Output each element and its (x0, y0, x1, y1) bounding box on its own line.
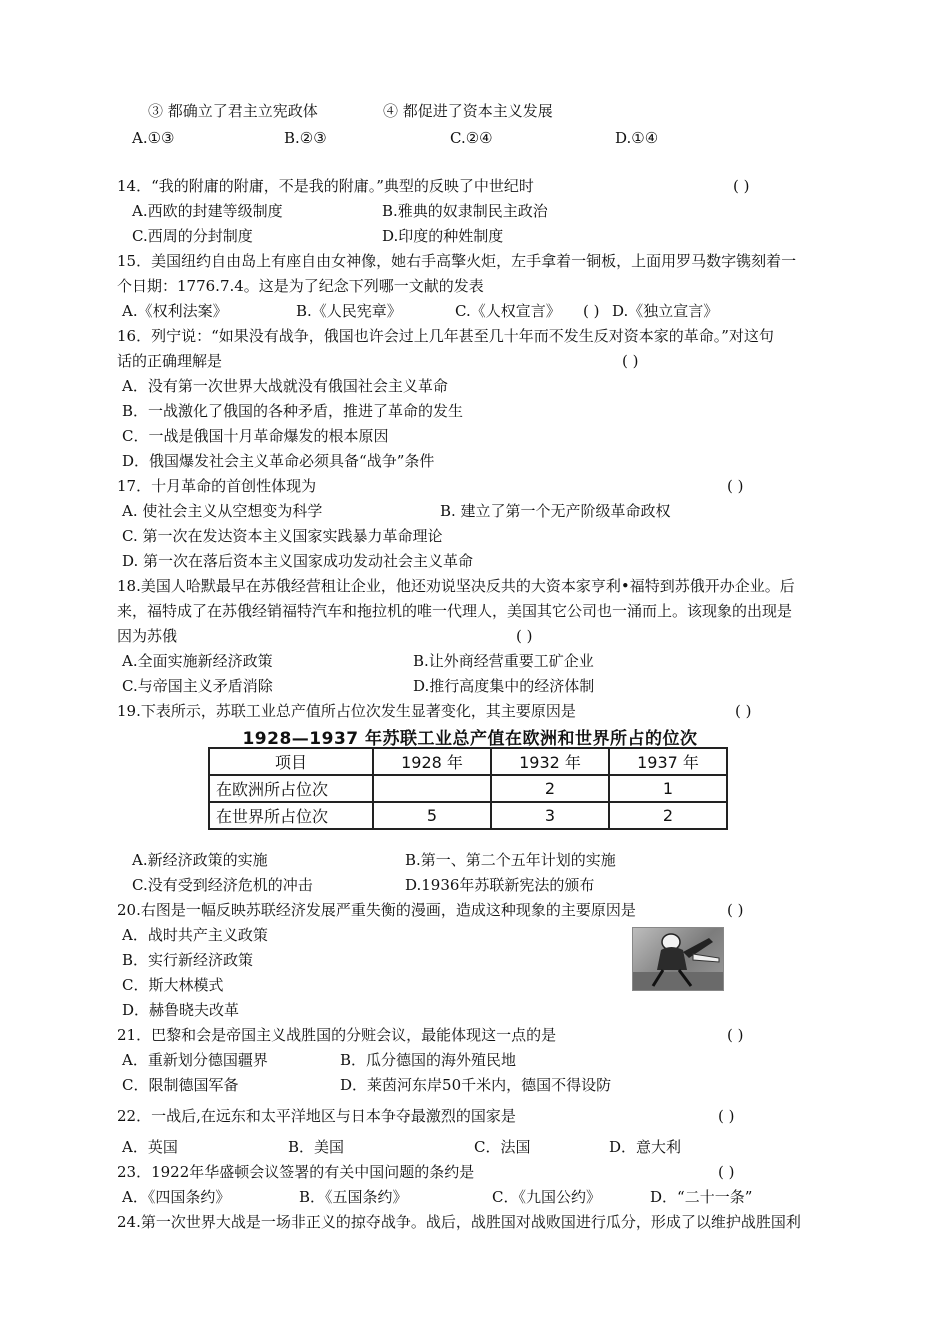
choice: C.西周的分封制度 (132, 227, 253, 245)
choice: A.①③ (132, 129, 175, 147)
answer-blank: ( ) (735, 702, 752, 720)
choice: B.第一、第二个五年计划的实施 (405, 851, 616, 869)
q16-choice-a: A．没有第一次世界大战就没有俄国社会主义革命 (122, 377, 448, 395)
choice: B.雅典的奴隶制民主政治 (382, 202, 548, 220)
q17-choice-d: D. 第一次在落后资本主义国家成功发动社会主义革命 (122, 552, 474, 570)
choice: A．《四国条约》 (122, 1188, 231, 1206)
q13-option-3: ③ 都确立了君主立宪政体 (148, 102, 318, 120)
header-cell: 1937 年 (609, 748, 727, 775)
q20-choice-b: B．实行新经济政策 (122, 951, 254, 969)
q20-choice-d: D．赫鲁晓夫改革 (122, 1001, 240, 1019)
choice: C.②④ (450, 129, 493, 147)
table-row (209, 802, 727, 829)
economy-cartoon-image (632, 927, 724, 991)
question-18-line-3: 因为苏俄 (117, 627, 178, 645)
table-cell: 在世界所占位次 (209, 802, 373, 829)
choice: C．限制德国军备 (122, 1076, 239, 1094)
question-18-line-2: 来，福特成了在苏俄经销福特汽车和拖拉机的唯一代理人，美国其它公司也一涌而上。该现象的出现是 (117, 602, 793, 620)
answer-blank: ( ) (727, 901, 744, 919)
question-24: 24.第一次世界大战是一场非正义的掠夺战争。战后，战胜国对战败国进行瓜分，形成了以维护战胜国利 (117, 1213, 801, 1231)
q13-option-4: ④ 都促进了资本主义发展 (383, 102, 553, 120)
choice: D.推行高度集中的经济体制 (413, 677, 595, 695)
choice: B．瓜分德国的海外殖民地 (340, 1051, 517, 1069)
question-17: 17．十月革命的首创性体现为 (117, 477, 317, 495)
answer-blank: ( ) (718, 1163, 735, 1181)
choice: A．英国 (122, 1138, 178, 1156)
q16-choice-b: B．一战激化了俄国的各种矛盾，推进了革命的发生 (122, 402, 464, 420)
choice: A.西欧的封建等级制度 (132, 202, 283, 220)
answer-blank: ( ) (727, 1026, 744, 1044)
choice: D．意大利 (609, 1138, 682, 1156)
ussr-ranking-table (208, 747, 728, 830)
choice: A. 使社会主义从空想变为科学 (122, 502, 323, 520)
choice: A.新经济政策的实施 (132, 851, 268, 869)
table-row (209, 775, 727, 802)
table-header-row (209, 748, 727, 775)
q20-choice-c: C．斯大林模式 (122, 976, 224, 994)
choice: B.让外商经营重要工矿企业 (413, 652, 594, 670)
header-cell: 1932 年 (491, 748, 609, 775)
choice: B.《人民宪章》 (296, 302, 402, 320)
choice: D.①④ (615, 129, 659, 147)
table-title: 1928—1937 年苏联工业总产值在欧洲和世界所占的位次 (242, 729, 698, 749)
answer-blank: ( ) (583, 302, 600, 320)
header-cell: 1928 年 (373, 748, 491, 775)
choice: C.没有受到经济危机的冲击 (132, 876, 313, 894)
choice: C.《人权宣言》 (455, 302, 561, 320)
choice: D.印度的种姓制度 (382, 227, 504, 245)
q16-choice-c: C．一战是俄国十月革命爆发的根本原因 (122, 427, 389, 445)
choice: C．法国 (474, 1138, 531, 1156)
answer-blank: ( ) (718, 1107, 735, 1125)
choice: C．《九国公约》 (492, 1188, 601, 1206)
table-cell: 5 (373, 802, 491, 829)
choice: A.《权利法案》 (122, 302, 228, 320)
q16-choice-d: D．俄国爆发社会主义革命必须具备“战争”条件 (122, 452, 435, 470)
choice: A．重新划分德国疆界 (122, 1051, 268, 1069)
question-18-line-1: 18.美国人哈默最早在苏俄经营租让企业，他还劝说坚决反共的大资本家亨利•福特到苏俄开办企业。后 (117, 577, 795, 595)
table-cell: 3 (491, 802, 609, 829)
question-20: 20.右图是一幅反映苏联经济发展严重失衡的漫画，造成这种现象的主要原因是 (117, 901, 636, 919)
answer-blank: ( ) (727, 477, 744, 495)
question-15-line-2: 个日期：1776.7.4。这是为了纪念下列哪一文献的发表 (117, 277, 484, 295)
question-15-line-1: 15．美国纽约自由岛上有座自由女神像，她右手高擎火炬，左手拿着一铜板，上面用罗马数字镌刻着一 (117, 252, 797, 270)
answer-blank: ( ) (733, 177, 750, 195)
choice: B．《五国条约》 (299, 1188, 408, 1206)
cartoon-figure-icon (633, 928, 723, 990)
table-cell: 2 (609, 802, 727, 829)
question-14: 14．“我的附庸的附庸，不是我的附庸。”典型的反映了中世纪时 (117, 177, 534, 195)
question-16-line-2: 话的正确理解是 (117, 352, 223, 370)
choice: B．美国 (288, 1138, 345, 1156)
question-16-line-1: 16．列宁说：“如果没有战争，俄国也许会过上几年甚至几十年而不发生反对资本家的革命。”对这句 (117, 327, 774, 345)
header-cell: 项目 (209, 748, 373, 775)
answer-blank: ( ) (622, 352, 639, 370)
question-21: 21．巴黎和会是帝国主义战胜国的分赃会议，最能体现这一点的是 (117, 1026, 557, 1044)
q20-choice-a: A．战时共产主义政策 (122, 926, 268, 944)
answer-blank: ( ) (516, 627, 533, 645)
table-cell: 在欧洲所占位次 (209, 775, 373, 802)
table-cell: 1 (609, 775, 727, 802)
choice: A.全面实施新经济政策 (122, 652, 273, 670)
choice: D．“二十一条” (650, 1188, 753, 1206)
table-cell: 2 (491, 775, 609, 802)
choice: D.《独立宣言》 (612, 302, 719, 320)
question-23: 23．1922年华盛顿会议签署的有关中国问题的条约是 (117, 1163, 475, 1181)
table-cell (373, 775, 491, 802)
choice: D.1936年苏联新宪法的颁布 (405, 876, 595, 894)
choice: B.②③ (284, 129, 327, 147)
choice: B. 建立了第一个无产阶级革命政权 (440, 502, 671, 520)
q17-choice-c: C. 第一次在发达资本主义国家实践暴力革命理论 (122, 527, 443, 545)
question-22: 22．一战后,在远东和太平洋地区与日本争夺最激烈的国家是 (117, 1107, 516, 1125)
choice: C.与帝国主义矛盾消除 (122, 677, 273, 695)
choice: D．莱茵河东岸50千米内，德国不得设防 (340, 1076, 612, 1094)
question-19: 19.下表所示，苏联工业总产值所占位次发生显著变化，其主要原因是 (117, 702, 576, 720)
